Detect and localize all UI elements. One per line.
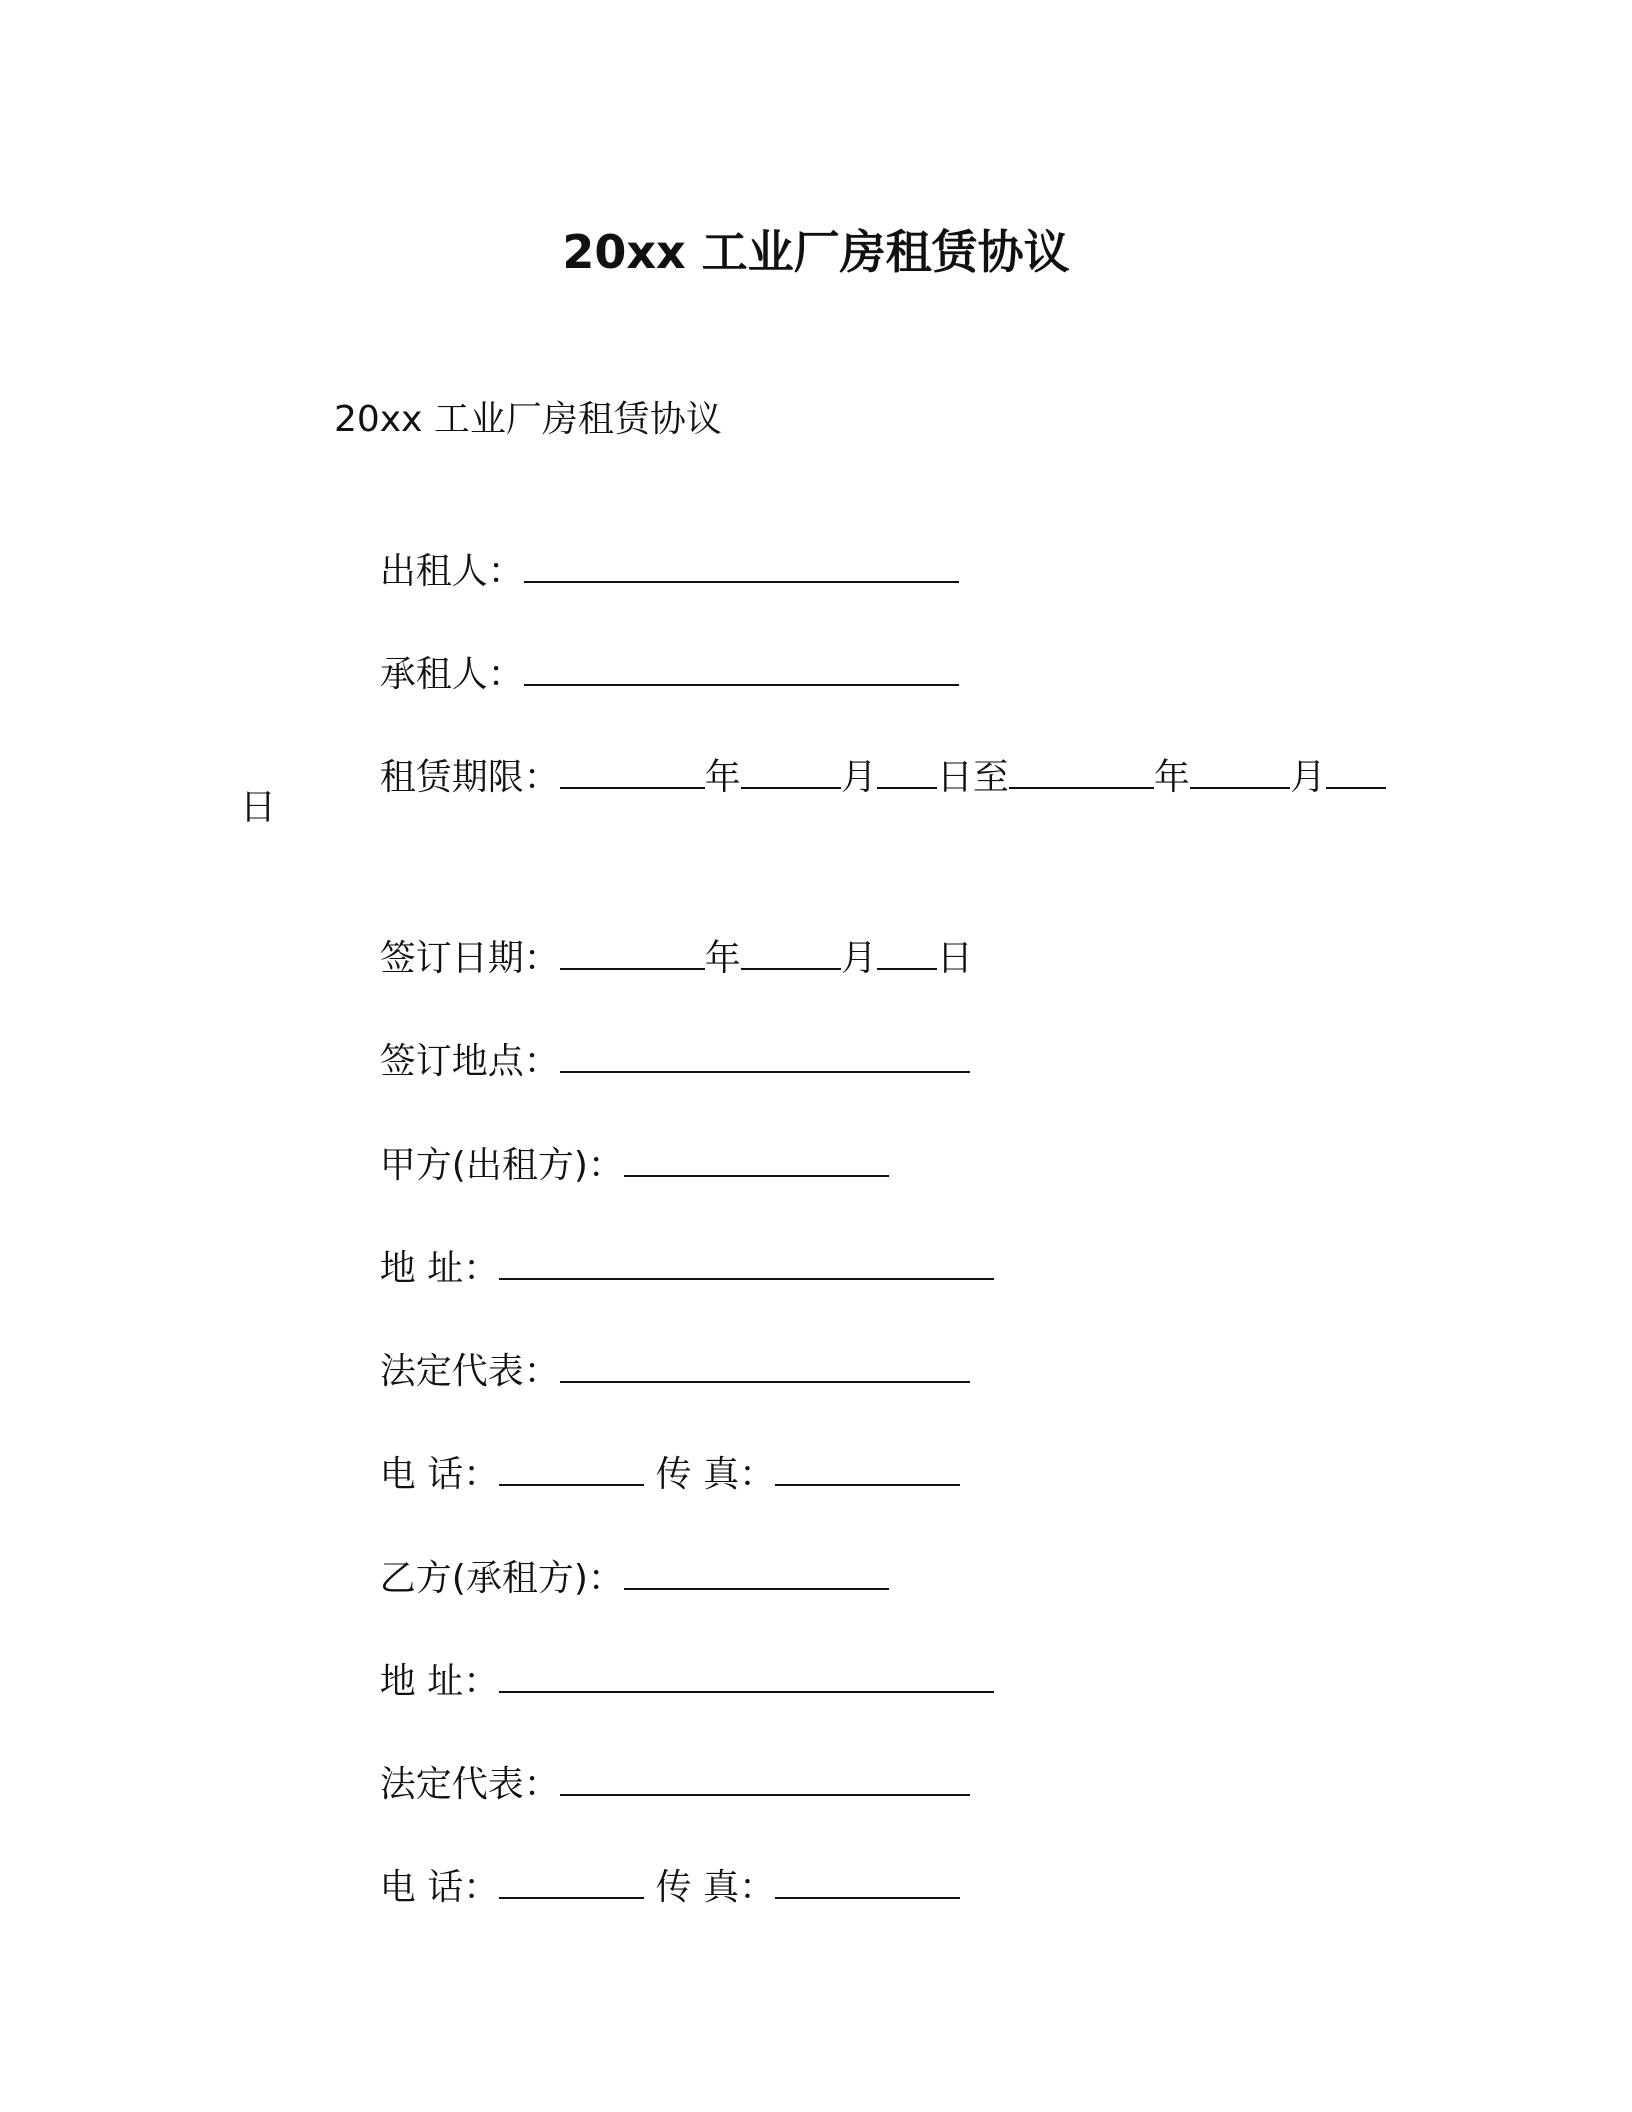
term-start-year-blank[interactable] (560, 757, 705, 789)
term-end-day-blank[interactable] (1326, 757, 1386, 789)
party-a-legal-rep-label: 法定代表： (379, 1351, 560, 1392)
sign-day-blank[interactable] (877, 938, 937, 970)
sign-year-blank[interactable] (560, 938, 705, 970)
party-a-phone-blank[interactable] (499, 1454, 644, 1486)
lessor-label: 出租人： (379, 551, 524, 592)
party-b-legal-rep-label: 法定代表： (379, 1764, 560, 1805)
sign-day-unit: 日 (936, 938, 973, 979)
party-b-fax-blank[interactable] (775, 1867, 960, 1899)
lessor-blank[interactable] (524, 551, 959, 583)
party-b-blank[interactable] (624, 1558, 889, 1590)
sign-month-blank[interactable] (741, 938, 841, 970)
party-a-address-label: 地 址： (379, 1248, 500, 1289)
term-month-unit: 月 (840, 757, 877, 798)
term-end-year-unit: 年 (1153, 757, 1190, 798)
term-end-month-blank[interactable] (1190, 757, 1290, 789)
term-end-year-blank[interactable] (1009, 757, 1154, 789)
term-start-month-blank[interactable] (741, 757, 841, 789)
party-b-address-label: 地 址： (379, 1661, 500, 1702)
party-b-label: 乙方(承租方)： (379, 1558, 624, 1599)
party-b-contact-line (334, 1816, 960, 1960)
lessee-blank[interactable] (524, 654, 959, 686)
term-end-day-unit: 日 (240, 787, 277, 828)
term-year-unit: 年 (704, 757, 741, 798)
party-b-phone-label: 电 话： (379, 1867, 500, 1908)
party-b-phone-blank[interactable] (499, 1867, 644, 1899)
party-a-label: 甲方(出租方)： (379, 1145, 624, 1186)
term-day-to: 日至 (936, 757, 1009, 798)
party-b-legal-rep-blank[interactable] (560, 1764, 970, 1796)
party-a-phone-label: 电 话： (379, 1454, 500, 1495)
party-a-fax-label: 传 真： (644, 1454, 776, 1495)
party-a-blank[interactable] (624, 1145, 889, 1177)
document-title: 20xx 工业厂房租赁协议 (562, 225, 1070, 279)
document-subtitle: 20xx 工业厂房租赁协议 (334, 399, 722, 440)
party-b-address-blank[interactable] (499, 1661, 994, 1693)
sign-date-label: 签订日期： (379, 938, 560, 979)
sign-month-unit: 月 (840, 938, 877, 979)
sign-year-unit: 年 (704, 938, 741, 979)
party-b-fax-label: 传 真： (644, 1867, 776, 1908)
term-end-month-unit: 月 (1289, 757, 1326, 798)
sign-place-blank[interactable] (560, 1041, 970, 1073)
party-a-address-blank[interactable] (499, 1248, 994, 1280)
sign-place-label: 签订地点： (379, 1041, 560, 1082)
party-a-legal-rep-blank[interactable] (560, 1351, 970, 1383)
term-label: 租赁期限： (379, 757, 560, 798)
term-start-day-blank[interactable] (877, 757, 937, 789)
lessee-label: 承租人： (379, 654, 524, 695)
term-line (334, 706, 1386, 850)
party-a-fax-blank[interactable] (775, 1454, 960, 1486)
